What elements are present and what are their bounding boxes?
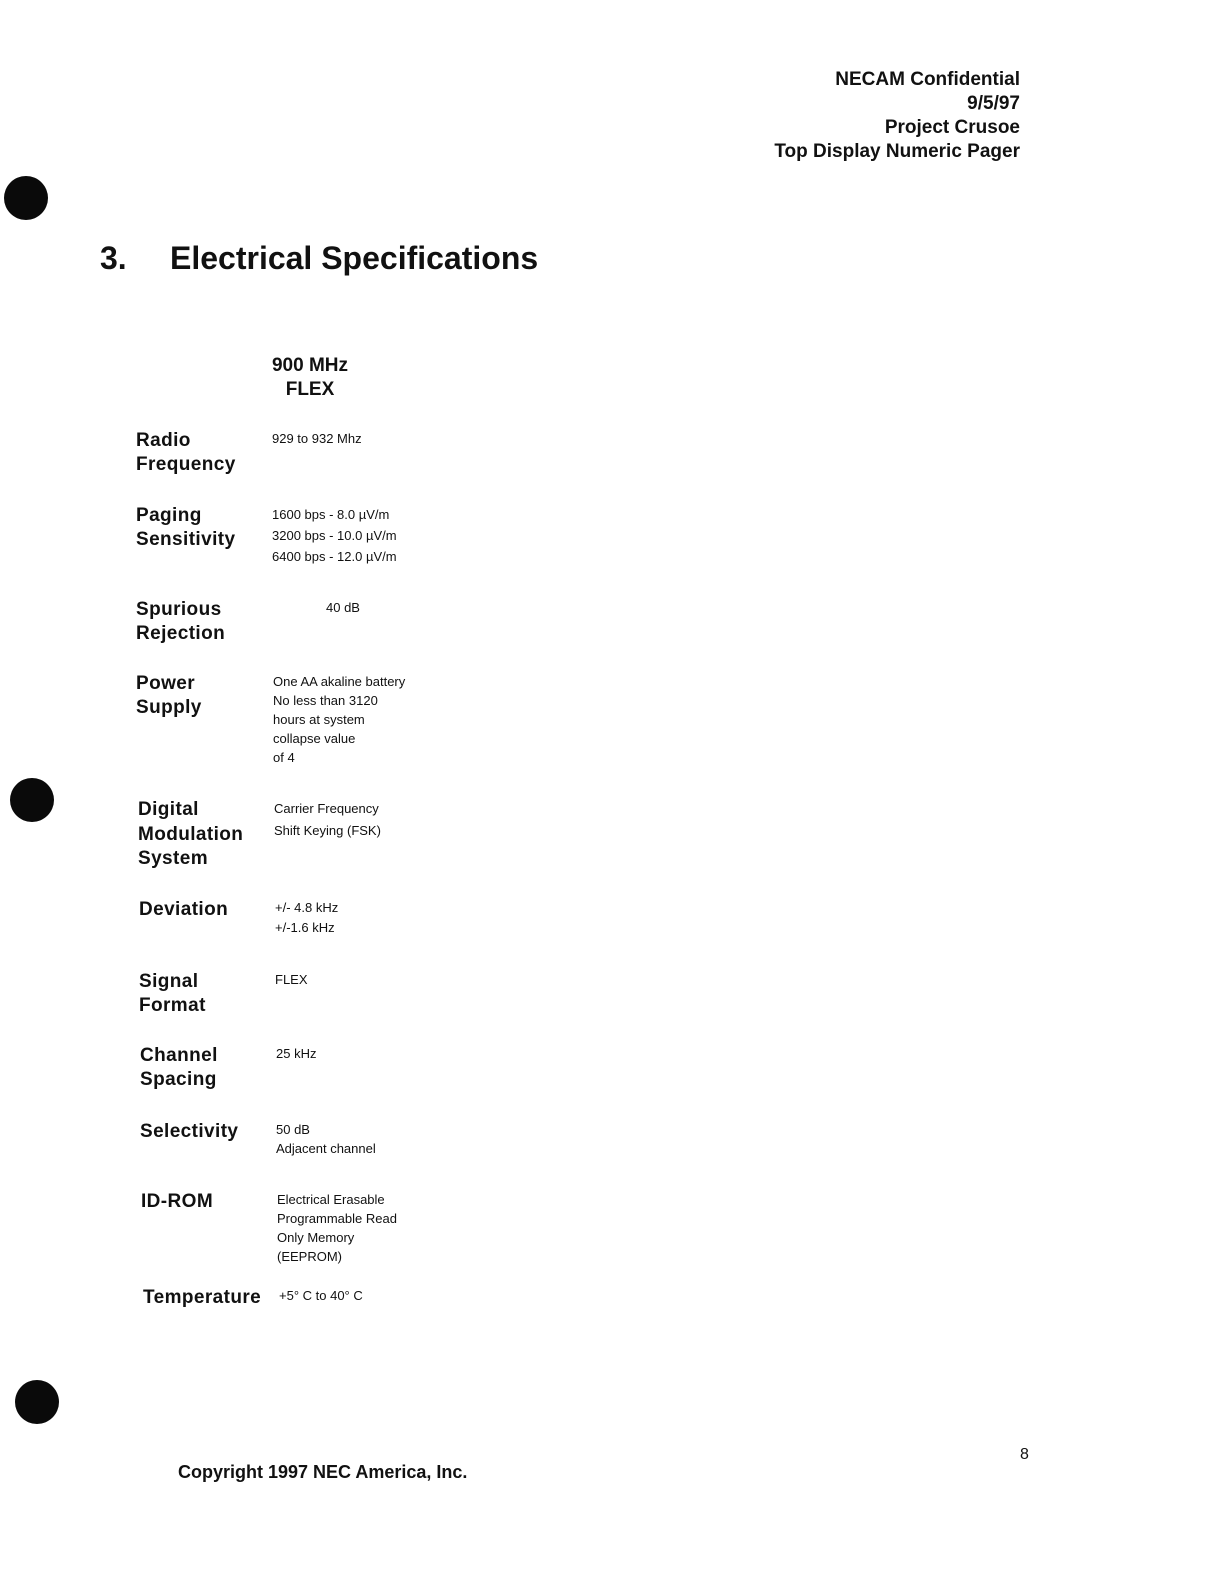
spec-value: [276, 1044, 316, 1063]
spec-label-line: Power: [136, 673, 196, 694]
spec-value-line: +/-1.6 kHz: [275, 920, 335, 935]
column-header-protocol: FLEX: [285, 379, 335, 400]
spec-label: [136, 672, 266, 719]
spec-value: [272, 429, 362, 448]
document-header: [774, 68, 1020, 164]
spec-label: [139, 970, 269, 1017]
spec-value-line: 50 dB: [276, 1122, 310, 1137]
spec-value-line: No less than 3120: [273, 693, 378, 708]
spec-label-line: System: [138, 848, 208, 869]
punch-hole-bottom: [15, 1380, 59, 1424]
spec-label: [141, 1190, 271, 1214]
spec-label-line: Radio: [136, 430, 191, 451]
spec-value-line: Electrical Erasable: [277, 1192, 385, 1207]
section-number: 3.: [100, 240, 127, 276]
spec-label-line: Supply: [136, 696, 202, 718]
spec-value-line: 6400 bps - 12.0 µV/m: [272, 549, 397, 564]
spec-label-line: Selectivity: [140, 1121, 239, 1142]
spec-label: [136, 504, 266, 551]
spec-value-line: FLEX: [275, 972, 308, 987]
spec-value-line: of 4: [273, 750, 295, 765]
spec-label: [138, 798, 268, 872]
page-number: 8: [1020, 1446, 1029, 1463]
product-name: Top Display Numeric Pager: [774, 141, 1020, 162]
spec-value-line: hours at system: [273, 712, 365, 727]
spec-value-line: (EEPROM): [277, 1249, 342, 1264]
spec-label-line: Frequency: [136, 453, 236, 475]
spec-value-line: 1600 bps - 8.0 µV/m: [272, 507, 390, 522]
spec-label-line: Sensitivity: [136, 528, 236, 550]
spec-label-line: Paging: [136, 505, 202, 526]
spec-label-line: Digital: [138, 799, 199, 820]
spec-label-line: Temperature: [143, 1287, 262, 1308]
spec-label-line: Modulation: [138, 823, 244, 845]
spec-label-line: Rejection: [136, 622, 226, 644]
spec-label-line: ID-ROM: [141, 1191, 214, 1212]
copyright-notice: Copyright 1997 NEC America, Inc.: [178, 1462, 468, 1482]
spec-value-line: 25 kHz: [276, 1046, 317, 1061]
spec-label-line: Spacing: [140, 1068, 217, 1090]
spec-value-line: Adjacent channel: [276, 1141, 376, 1156]
spec-label: [140, 1044, 270, 1091]
spec-value: [273, 672, 405, 767]
spec-label: [140, 1120, 270, 1144]
spec-value-line: Only Memory: [277, 1230, 355, 1245]
spec-label: [136, 598, 266, 645]
spec-value-line: Programmable Read: [277, 1211, 397, 1226]
project-name: Project Crusoe: [884, 117, 1020, 138]
spec-value-line: collapse value: [273, 731, 356, 746]
spec-value-line: 3200 bps - 10.0 µV/m: [272, 528, 397, 543]
spec-value: [276, 1120, 376, 1158]
section-title: Electrical Specifications: [170, 240, 539, 276]
section-heading: [100, 240, 538, 277]
header-date: 9/5/97: [967, 93, 1020, 114]
spec-value-line: Shift Keying (FSK): [274, 823, 381, 838]
spec-value: [279, 1286, 363, 1305]
spec-value-line: One AA akaline battery: [273, 674, 406, 689]
spec-value-line: 40 dB: [326, 600, 360, 615]
spec-value: [277, 1190, 397, 1266]
spec-label-line: Deviation: [139, 899, 229, 920]
spec-label-line: Format: [139, 994, 206, 1016]
spec-value: [274, 798, 381, 842]
spec-value-line: +5° C to 40° C: [279, 1288, 363, 1303]
spec-value: [275, 898, 338, 938]
spec-label: [143, 1286, 273, 1310]
column-header: [270, 354, 350, 402]
spec-value-line: 929 to 932 Mhz: [272, 431, 362, 446]
spec-label: [136, 429, 266, 476]
spec-value-line: Carrier Frequency: [274, 801, 379, 816]
spec-label: [139, 898, 269, 922]
spec-value: [275, 970, 308, 989]
spec-label-line: Channel: [140, 1045, 218, 1066]
punch-hole-middle: [10, 778, 54, 822]
column-header-band: 900 MHz: [271, 355, 349, 376]
spec-label-line: Signal: [139, 971, 199, 992]
spec-value: [326, 598, 360, 617]
spec-value: [272, 504, 397, 567]
spec-label-line: Spurious: [136, 599, 222, 620]
confidential-label: NECAM Confidential: [835, 69, 1020, 90]
punch-hole-top: [4, 176, 48, 220]
spec-value-line: +/- 4.8 kHz: [275, 900, 339, 915]
